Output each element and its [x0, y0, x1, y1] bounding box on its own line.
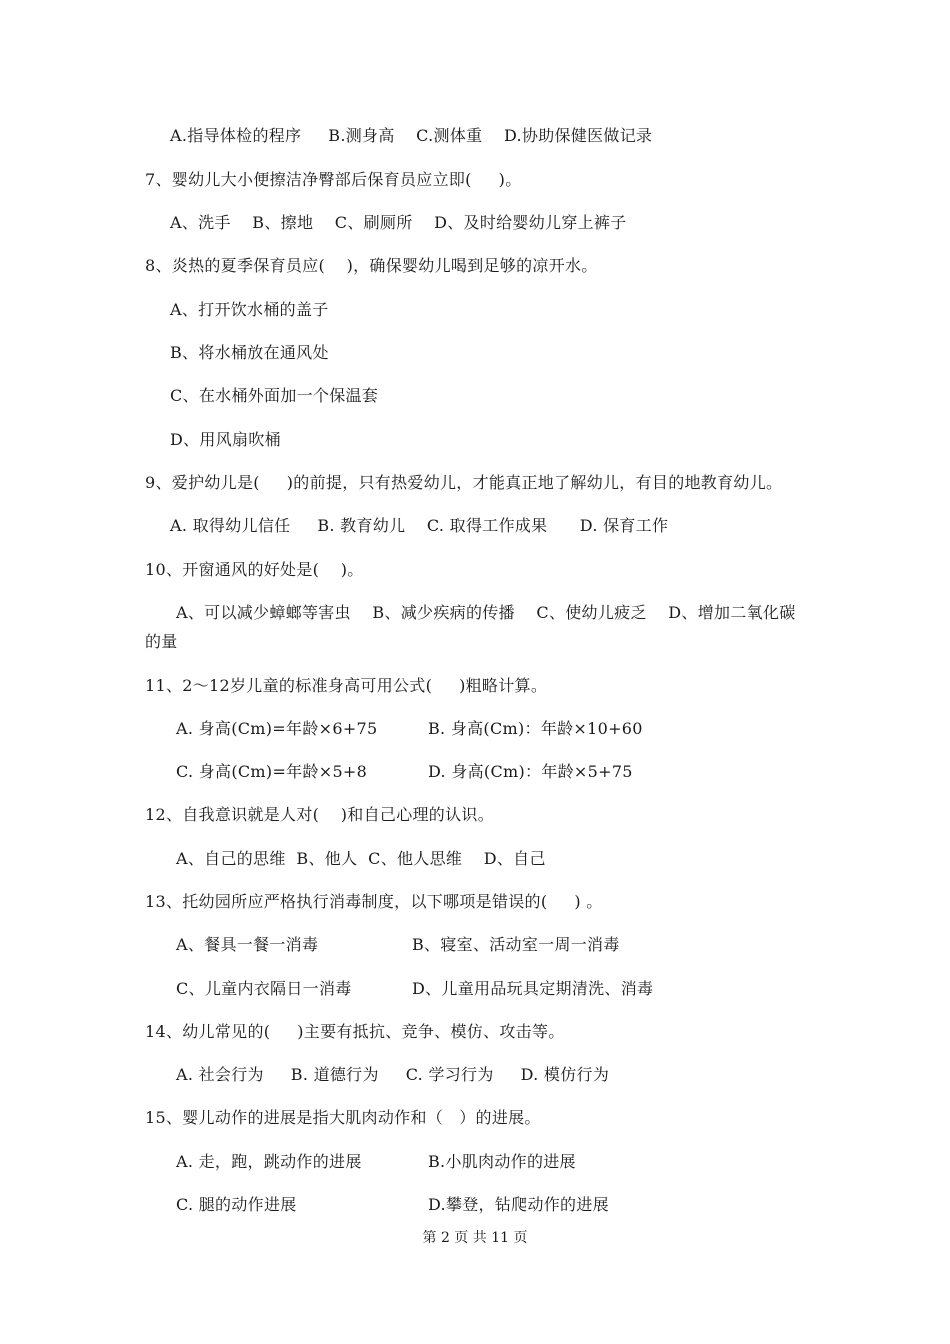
q7-options: A、洗手 B、擦地 C、刷厕所 D、及时给婴幼儿穿上裤子 [170, 213, 627, 232]
q13-option-c: C、儿童内衣隔日一消毒 [176, 979, 352, 998]
q14-options: A. 社会行为 B. 道德行为 C. 学习行为 D. 模仿行为 [176, 1065, 610, 1084]
q15-option-c: C. 腿的动作进展 [176, 1195, 297, 1214]
q8-option-a: A、打开饮水桶的盖子 [170, 300, 329, 319]
question-11: 11、2～12岁儿童的标准身高可用公式( )粗略计算。 [145, 676, 548, 695]
question-13: 13、托幼园所应严格执行消毒制度，以下哪项是错误的( ) 。 [145, 892, 603, 911]
q8-option-c: C、在水桶外面加一个保温套 [170, 386, 379, 405]
question-15: 15、婴儿动作的进展是指大肌肉动作和（ ）的进展。 [145, 1108, 541, 1127]
q13-option-d: D、儿童用品玩具定期清洗、消毒 [412, 979, 654, 998]
question-7: 7、婴幼儿大小便擦洁净臀部后保育员应立即( )。 [145, 170, 522, 189]
q11-option-d: D. 身高(Cm)：年龄×5+75 [428, 762, 633, 781]
q15-option-d: D.攀登，钻爬动作的进展 [428, 1195, 609, 1214]
q13-option-a: A、餐具一餐一消毒 [176, 935, 319, 954]
q13-option-b: B、寝室、活动室一周一消毒 [412, 935, 620, 954]
question-12: 12、自我意识就是人对( )和自己心理的认识。 [145, 805, 494, 824]
page-footer: 第 2 页 共 11 页 [422, 1230, 528, 1246]
q8-option-b: B、将水桶放在通风处 [170, 343, 329, 362]
q12-options: A、自己的思维 B、他人 C、他人思维 D、自己 [176, 849, 546, 868]
q15-option-b: B.小肌肉动作的进展 [428, 1152, 576, 1171]
question-14: 14、幼儿常见的( )主要有抵抗、竞争、模仿、攻击等。 [145, 1022, 565, 1041]
question-10: 10、开窗通风的好处是( )。 [145, 560, 364, 579]
question-8: 8、炎热的夏季保育员应( )，确保婴幼儿喝到足够的凉开水。 [145, 256, 598, 275]
q10-options-wrap: 的量 [145, 632, 178, 651]
q11-option-b: B. 身高(Cm)：年龄×10+60 [428, 719, 643, 738]
q9-options: A. 取得幼儿信任 B. 教育幼儿 C. 取得工作成果 D. 保育工作 [170, 516, 669, 535]
question-9: 9、爱护幼儿是( )的前提，只有热爱幼儿，才能真正地了解幼儿，有目的地教育幼儿。 [145, 473, 783, 492]
q8-option-d: D、用风扇吹桶 [170, 430, 281, 449]
q6-options: A.指导体检的程序 B.测身高 C.测体重 D.协助保健医做记录 [170, 126, 653, 145]
q10-options: A、可以减少蟑螂等害虫 B、减少疾病的传播 C、使幼儿疲乏 D、增加二氧化碳 [176, 603, 796, 622]
q11-option-c: C. 身高(Cm)=年龄×5+8 [176, 762, 368, 781]
q15-option-a: A. 走，跑，跳动作的进展 [176, 1152, 362, 1171]
q11-option-a: A. 身高(Cm)=年龄×6+75 [176, 719, 378, 738]
